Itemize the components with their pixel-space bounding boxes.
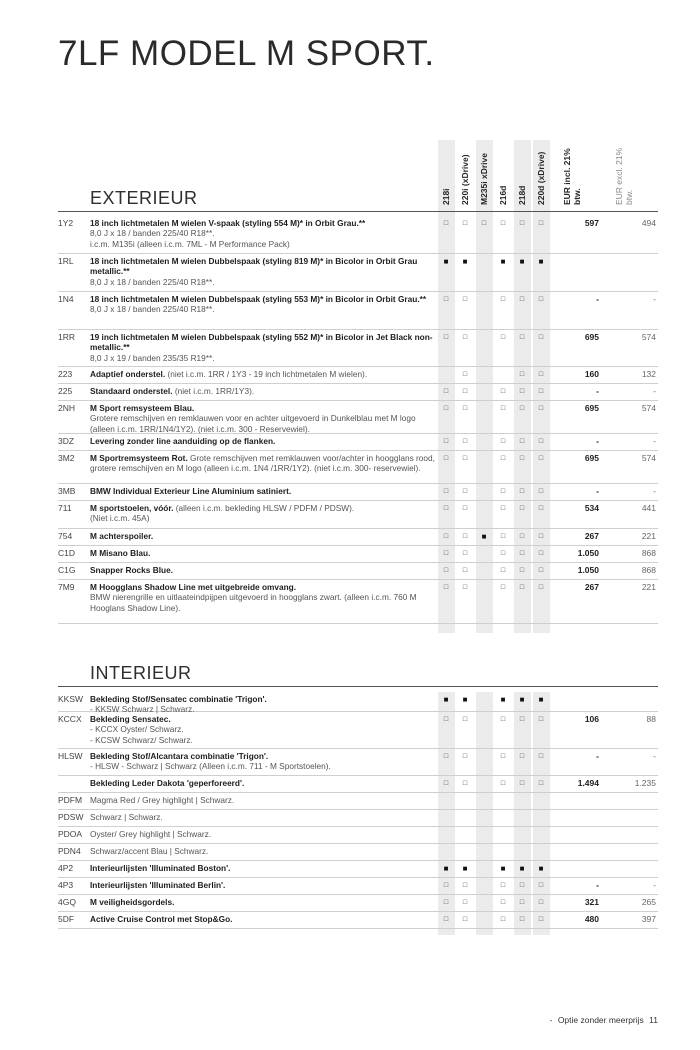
- availability-mark: □: [462, 567, 468, 574]
- availability-mark: □: [519, 882, 525, 889]
- option-title: Bekleding Leder Dakota 'geperforeerd'.: [90, 778, 245, 788]
- availability-mark: □: [462, 584, 468, 591]
- availability-mark: □: [462, 780, 468, 787]
- option-description: [90, 369, 435, 379]
- option-row: [58, 810, 658, 827]
- column-header-price-incl: EUR incl. 21% btw.: [562, 148, 582, 205]
- availability-mark: □: [519, 584, 525, 591]
- option-description: [90, 714, 435, 745]
- option-row: [58, 912, 658, 929]
- availability-mark: □: [443, 405, 449, 412]
- availability-mark: □: [462, 753, 468, 760]
- price-incl-vat: -: [596, 486, 599, 496]
- column-header-price-excl: EUR excl. 21% btw.: [614, 147, 634, 205]
- availability-mark: □: [519, 405, 525, 412]
- option-code: PDN4: [58, 846, 81, 856]
- price-incl-vat: 321: [584, 897, 599, 907]
- option-code: 754: [58, 531, 73, 541]
- availability-mark: □: [481, 220, 487, 227]
- price-excl-vat: 441: [641, 503, 656, 513]
- option-code: C1G: [58, 565, 76, 575]
- availability-mark: □: [538, 296, 544, 303]
- availability-mark: ■: [538, 864, 544, 873]
- option-row: [58, 401, 658, 434]
- availability-mark: □: [462, 371, 468, 378]
- option-detail-line: Grotere remschijven en remklauwen voor en achter uitgevoerd in Dunkelblau met M logo (alleen i.c.m. 1RR/1N4/1Y2). (niet i.c.m. 300 - Reservewiel).: [90, 413, 416, 434]
- option-description: [90, 294, 435, 315]
- availability-mark: □: [462, 220, 468, 227]
- option-code: 7M9: [58, 582, 75, 592]
- price-excl-vat: -: [653, 294, 656, 304]
- section-rule: [58, 211, 658, 212]
- availability-mark: □: [443, 533, 449, 540]
- availability-mark: □: [443, 753, 449, 760]
- availability-mark: □: [443, 438, 449, 445]
- option-title: Interieurlijsten 'Illuminated Berlin'.: [90, 880, 226, 890]
- price-incl-vat: 480: [584, 914, 599, 924]
- price-excl-vat: 574: [641, 403, 656, 413]
- availability-mark: □: [462, 405, 468, 412]
- price-excl-vat: 1.235: [634, 778, 656, 788]
- option-title: M Sportremsysteem Rot.: [90, 453, 188, 463]
- option-description: [90, 880, 435, 890]
- option-description: [90, 403, 435, 434]
- availability-mark: □: [519, 220, 525, 227]
- availability-mark: □: [462, 882, 468, 889]
- option-code: 1Y2: [58, 218, 74, 228]
- option-description: [90, 846, 435, 856]
- option-row: [58, 878, 658, 895]
- option-detail: Magma Red / Grey highlight | Schwarz.: [90, 795, 235, 805]
- option-code: 4P3: [58, 880, 74, 890]
- option-code: PDSW: [58, 812, 84, 822]
- availability-mark: □: [500, 438, 506, 445]
- price-incl-vat: 267: [584, 582, 599, 592]
- price-excl-vat: 494: [641, 218, 656, 228]
- availability-mark: ■: [519, 257, 525, 266]
- price-excl-vat: 221: [641, 582, 656, 592]
- option-description: [90, 829, 435, 839]
- option-description: [90, 436, 435, 446]
- option-code: 3DZ: [58, 436, 75, 446]
- availability-mark: □: [443, 567, 449, 574]
- option-title: 19 inch lichtmetalen M wielen Dubbelspaak (styling 552 M)* in Bicolor in Jet Black non-metallic.**: [90, 332, 433, 353]
- option-title: M veiligheidsgordels.: [90, 897, 175, 907]
- option-title: Active Cruise Control met Stop&Go.: [90, 914, 233, 924]
- availability-mark: □: [500, 780, 506, 787]
- price-excl-vat: 132: [641, 369, 656, 379]
- availability-mark: □: [462, 334, 468, 341]
- availability-mark: □: [500, 488, 506, 495]
- availability-mark: □: [443, 296, 449, 303]
- availability-mark: □: [500, 899, 506, 906]
- option-row: [58, 793, 658, 810]
- option-code: 223: [58, 369, 73, 379]
- option-row: [58, 501, 658, 529]
- availability-mark: □: [538, 405, 544, 412]
- option-row: [58, 827, 658, 844]
- option-detail-line: - KKSW Schwarz | Schwarz.: [90, 704, 195, 715]
- option-description: [90, 531, 435, 541]
- availability-mark: ■: [519, 864, 525, 873]
- option-description: [90, 218, 435, 249]
- availability-mark: □: [500, 455, 506, 462]
- option-row: [58, 216, 658, 254]
- column-header-218i: 218i: [441, 188, 451, 205]
- availability-mark: □: [538, 220, 544, 227]
- availability-mark: □: [443, 505, 449, 512]
- price-excl-vat: 397: [641, 914, 656, 924]
- price-incl-vat: 1.494: [577, 778, 599, 788]
- price-incl-vat: -: [596, 294, 599, 304]
- availability-mark: □: [462, 505, 468, 512]
- exterieur-table: [58, 216, 658, 624]
- option-detail-line: - KCSW Schwarz/ Schwarz.: [90, 734, 193, 745]
- option-code: HLSW: [58, 751, 83, 761]
- availability-mark: □: [519, 334, 525, 341]
- price-incl-vat: 597: [584, 218, 599, 228]
- option-title: 18 inch lichtmetalen M wielen Dubbelspaak (styling 819 M)* in Bicolor in Orbit Grau metallic.**: [90, 256, 418, 277]
- option-detail-line: i.c.m. M135i (alleen i.c.m. 7ML - M Performance Pack): [90, 238, 290, 249]
- availability-mark: ■: [538, 695, 544, 704]
- option-title: Interieurlijsten 'Illuminated Boston'.: [90, 863, 231, 873]
- column-header-220i: 220i (xDrive): [460, 154, 470, 205]
- availability-mark: □: [462, 388, 468, 395]
- option-row: [58, 434, 658, 451]
- availability-mark: □: [538, 455, 544, 462]
- option-code: 4GQ: [58, 897, 76, 907]
- option-row: [58, 861, 658, 878]
- option-code: 225: [58, 386, 73, 396]
- option-code: 5DF: [58, 914, 75, 924]
- availability-mark: □: [519, 388, 525, 395]
- legend-text: Optie zonder meerprijs: [557, 1015, 644, 1025]
- availability-mark: □: [443, 882, 449, 889]
- option-title: Bekleding Sensatec.: [90, 714, 171, 724]
- availability-mark: □: [462, 438, 468, 445]
- price-incl-vat: -: [596, 436, 599, 446]
- availability-mark: □: [462, 716, 468, 723]
- option-row: [58, 546, 658, 563]
- price-excl-vat: -: [653, 751, 656, 761]
- availability-mark: □: [519, 455, 525, 462]
- availability-mark: □: [538, 584, 544, 591]
- option-row: [58, 451, 658, 484]
- availability-mark: □: [500, 753, 506, 760]
- availability-mark: □: [538, 899, 544, 906]
- price-incl-vat: 1.050: [577, 565, 599, 575]
- availability-mark: □: [538, 882, 544, 889]
- column-header-218d: 218d: [517, 185, 527, 205]
- option-description: [90, 751, 435, 772]
- price-incl-vat: 695: [584, 453, 599, 463]
- availability-mark: □: [462, 899, 468, 906]
- option-row: [58, 384, 658, 401]
- option-title: 18 inch lichtmetalen M wielen Dubbelspaak (styling 553 M)* in Bicolor in Orbit Grau.**: [90, 294, 427, 304]
- price-incl-vat: 160: [584, 369, 599, 379]
- option-row: [58, 330, 658, 367]
- option-code: 3M2: [58, 453, 75, 463]
- option-detail-line: 8,0 J x 18 / banden 225/40 R18**.: [90, 276, 215, 287]
- price-excl-vat: 221: [641, 531, 656, 541]
- availability-mark: □: [538, 334, 544, 341]
- availability-mark: □: [538, 567, 544, 574]
- option-detail: (niet i.c.m. 1RR / 1Y3 - 19 inch lichtmetalen M wielen).: [165, 369, 368, 379]
- availability-mark: □: [500, 533, 506, 540]
- option-row: [58, 292, 658, 330]
- availability-mark: ■: [462, 257, 468, 266]
- price-excl-vat: 265: [641, 897, 656, 907]
- section-title-interieur: INTERIEUR: [90, 663, 192, 683]
- option-code: 4P2: [58, 863, 74, 873]
- option-row: [58, 484, 658, 501]
- price-excl-vat: 574: [641, 453, 656, 463]
- option-code: 1N4: [58, 294, 74, 304]
- option-row: [58, 776, 658, 793]
- availability-mark: □: [443, 334, 449, 341]
- option-row: [58, 529, 658, 546]
- availability-mark: □: [538, 371, 544, 378]
- price-incl-vat: 534: [584, 503, 599, 513]
- section-rule: [58, 686, 658, 687]
- availability-mark: □: [538, 550, 544, 557]
- availability-mark: □: [538, 388, 544, 395]
- availability-mark: □: [538, 780, 544, 787]
- option-detail: Oyster/ Grey highlight | Schwarz.: [90, 829, 212, 839]
- availability-mark: □: [443, 455, 449, 462]
- option-detail-line: 8,0 J x 18 / banden 225/40 R18**.: [90, 228, 215, 239]
- availability-mark: □: [500, 916, 506, 923]
- availability-mark: □: [538, 488, 544, 495]
- price-excl-vat: 574: [641, 332, 656, 342]
- availability-mark: □: [519, 567, 525, 574]
- column-header-m235i: M235i xDrive: [479, 153, 489, 205]
- availability-mark: ■: [481, 532, 487, 541]
- availability-mark: □: [462, 296, 468, 303]
- availability-mark: □: [519, 488, 525, 495]
- availability-mark: ■: [443, 257, 449, 266]
- availability-mark: □: [500, 505, 506, 512]
- option-description: [90, 486, 435, 496]
- availability-mark: □: [500, 550, 506, 557]
- price-incl-vat: 1.050: [577, 548, 599, 558]
- option-row: [58, 367, 658, 384]
- availability-mark: □: [443, 584, 449, 591]
- option-code: KCCX: [58, 714, 82, 724]
- option-code: PDFM: [58, 795, 83, 805]
- availability-mark: ■: [538, 257, 544, 266]
- availability-mark: □: [519, 916, 525, 923]
- option-description: [90, 453, 435, 474]
- option-title: M Hoogglans Shadow Line met uitgebreide omvang.: [90, 582, 297, 592]
- option-description: [90, 897, 435, 907]
- availability-mark: □: [538, 533, 544, 540]
- availability-mark: □: [538, 438, 544, 445]
- availability-mark: □: [443, 780, 449, 787]
- option-row: [58, 749, 658, 776]
- price-incl-vat: -: [596, 880, 599, 890]
- availability-mark: ■: [500, 864, 506, 873]
- availability-mark: □: [500, 388, 506, 395]
- option-title: Levering zonder line aanduiding op de flanken.: [90, 436, 276, 446]
- availability-mark: □: [538, 916, 544, 923]
- availability-mark: ■: [443, 864, 449, 873]
- availability-mark: □: [500, 882, 506, 889]
- availability-mark: □: [462, 488, 468, 495]
- price-excl-vat: -: [653, 486, 656, 496]
- option-description: [90, 256, 435, 287]
- option-detail: (alleen i.c.m. bekleding HLSW / PDFM / PDSW).: [173, 503, 355, 513]
- page-title: 7LF MODEL M SPORT.: [58, 34, 435, 73]
- availability-mark: ■: [519, 695, 525, 704]
- option-description: [90, 386, 435, 396]
- option-description: [90, 914, 435, 924]
- option-code: 1RL: [58, 256, 74, 266]
- availability-mark: ■: [500, 695, 506, 704]
- option-detail-line: (Niet i.c.m. 45A): [90, 513, 150, 524]
- option-code: 1RR: [58, 332, 76, 342]
- option-row: [58, 844, 658, 861]
- option-title: 18 inch lichtmetalen M wielen V-spaak (styling 554 M)* in Orbit Grau.**: [90, 218, 366, 228]
- option-detail: Schwarz/accent Blau | Schwarz.: [90, 846, 209, 856]
- availability-mark: □: [519, 753, 525, 760]
- option-row: [58, 712, 658, 749]
- availability-mark: ■: [500, 257, 506, 266]
- availability-mark: □: [443, 916, 449, 923]
- column-header-220d: 220d (xDrive): [536, 151, 546, 205]
- page-number: 11: [649, 1015, 658, 1025]
- price-incl-vat: 695: [584, 403, 599, 413]
- price-excl-vat: -: [653, 436, 656, 446]
- option-title: Bekleding Stof/Sensatec combinatie 'Trigon'.: [90, 694, 267, 704]
- column-header-216d: 216d: [498, 185, 508, 205]
- option-row: [58, 895, 658, 912]
- availability-mark: □: [519, 371, 525, 378]
- availability-mark: □: [443, 388, 449, 395]
- price-incl-vat: 695: [584, 332, 599, 342]
- option-row: [58, 563, 658, 580]
- option-title: M achterspoiler.: [90, 531, 154, 541]
- availability-mark: □: [443, 488, 449, 495]
- availability-mark: □: [500, 716, 506, 723]
- price-excl-vat: -: [653, 880, 656, 890]
- availability-mark: □: [462, 916, 468, 923]
- footer-legend: [547, 1015, 658, 1025]
- availability-mark: ■: [443, 695, 449, 704]
- price-incl-vat: -: [596, 386, 599, 396]
- availability-mark: □: [538, 716, 544, 723]
- option-code: PDOA: [58, 829, 83, 839]
- price-excl-vat: 868: [641, 548, 656, 558]
- option-detail-line: - KCCX Oyster/ Schwarz.: [90, 724, 184, 735]
- option-row: [58, 692, 658, 715]
- price-incl-vat: 106: [584, 714, 599, 724]
- option-description: [90, 863, 435, 873]
- option-code: 2NH: [58, 403, 76, 413]
- price-excl-vat: 868: [641, 565, 656, 575]
- option-description: [90, 332, 435, 363]
- option-title: Standaard onderstel.: [90, 386, 173, 396]
- availability-mark: □: [462, 550, 468, 557]
- option-row: [58, 580, 658, 624]
- availability-mark: □: [519, 716, 525, 723]
- legend-mark: -: [549, 1015, 553, 1025]
- availability-mark: □: [500, 334, 506, 341]
- availability-mark: □: [519, 438, 525, 445]
- option-detail-line: 8,0 J x 19 / banden 235/35 R19**.: [90, 352, 215, 363]
- availability-mark: □: [519, 550, 525, 557]
- availability-mark: □: [519, 505, 525, 512]
- price-incl-vat: 267: [584, 531, 599, 541]
- availability-mark: □: [500, 567, 506, 574]
- availability-mark: □: [519, 296, 525, 303]
- availability-mark: □: [500, 296, 506, 303]
- availability-mark: □: [443, 550, 449, 557]
- option-code: KKSW: [58, 694, 84, 704]
- option-row: [58, 254, 658, 292]
- section-title-exterieur: EXTERIEUR: [90, 188, 198, 208]
- availability-mark: □: [462, 533, 468, 540]
- option-detail-line: - HLSW - Schwarz | Schwarz (Alleen i.c.m. 711 - M Sportstoelen).: [90, 761, 331, 772]
- availability-mark: ■: [462, 864, 468, 873]
- option-title: M Misano Blau.: [90, 548, 151, 558]
- option-description: [90, 778, 435, 788]
- availability-mark: □: [500, 220, 506, 227]
- option-detail: Grote remschijven met remklauwen voor/achter in hoogglans rood, grotere remschijven en M logo (alleen i.c.m. 1N4 /1RR/1Y2). (niet i.c.m. 300- reservewiel).: [90, 453, 435, 474]
- availability-mark: ■: [462, 695, 468, 704]
- option-title: BMW Individual Exterieur Line Aluminium satiniert.: [90, 486, 292, 496]
- option-title: Bekleding Stof/Alcantara combinatie 'Trigon'.: [90, 751, 269, 761]
- availability-mark: □: [443, 899, 449, 906]
- option-title: M Sport remsysteem Blau.: [90, 403, 195, 413]
- option-title: Adaptief onderstel.: [90, 369, 166, 379]
- interieur-table: [58, 692, 658, 929]
- option-title: M sportstoelen, vóór.: [90, 503, 174, 513]
- availability-mark: □: [538, 505, 544, 512]
- option-description: [90, 565, 435, 575]
- option-description: [90, 503, 435, 524]
- price-incl-vat: -: [596, 751, 599, 761]
- option-code: 711: [58, 503, 72, 513]
- availability-mark: □: [519, 899, 525, 906]
- availability-mark: □: [519, 533, 525, 540]
- availability-mark: □: [443, 716, 449, 723]
- option-detail: (niet i.c.m. 1RR/1Y3).: [172, 386, 255, 396]
- availability-mark: □: [462, 455, 468, 462]
- availability-mark: □: [519, 780, 525, 787]
- option-code: 3MB: [58, 486, 76, 496]
- availability-mark: □: [500, 584, 506, 591]
- option-code: C1D: [58, 548, 76, 558]
- availability-mark: □: [500, 405, 506, 412]
- option-detail-line: 8,0 J x 18 / banden 225/40 R18**.: [90, 304, 215, 315]
- option-detail-line: BMW nierengrille en uitlaateindpijpen uitgevoerd in hoogglans zwart. (alleen i.c.m. 760 M Hooglans Shadow Line).: [90, 592, 417, 613]
- option-description: [90, 548, 435, 558]
- price-excl-vat: -: [653, 386, 656, 396]
- price-excl-vat: 88: [646, 714, 656, 724]
- option-description: [90, 812, 435, 822]
- availability-mark: □: [538, 753, 544, 760]
- option-detail: Schwarz | Schwarz.: [90, 812, 163, 822]
- option-title: Snapper Rocks Blue.: [90, 565, 173, 575]
- option-description: [90, 582, 435, 613]
- option-description: [90, 795, 435, 805]
- availability-mark: □: [443, 220, 449, 227]
